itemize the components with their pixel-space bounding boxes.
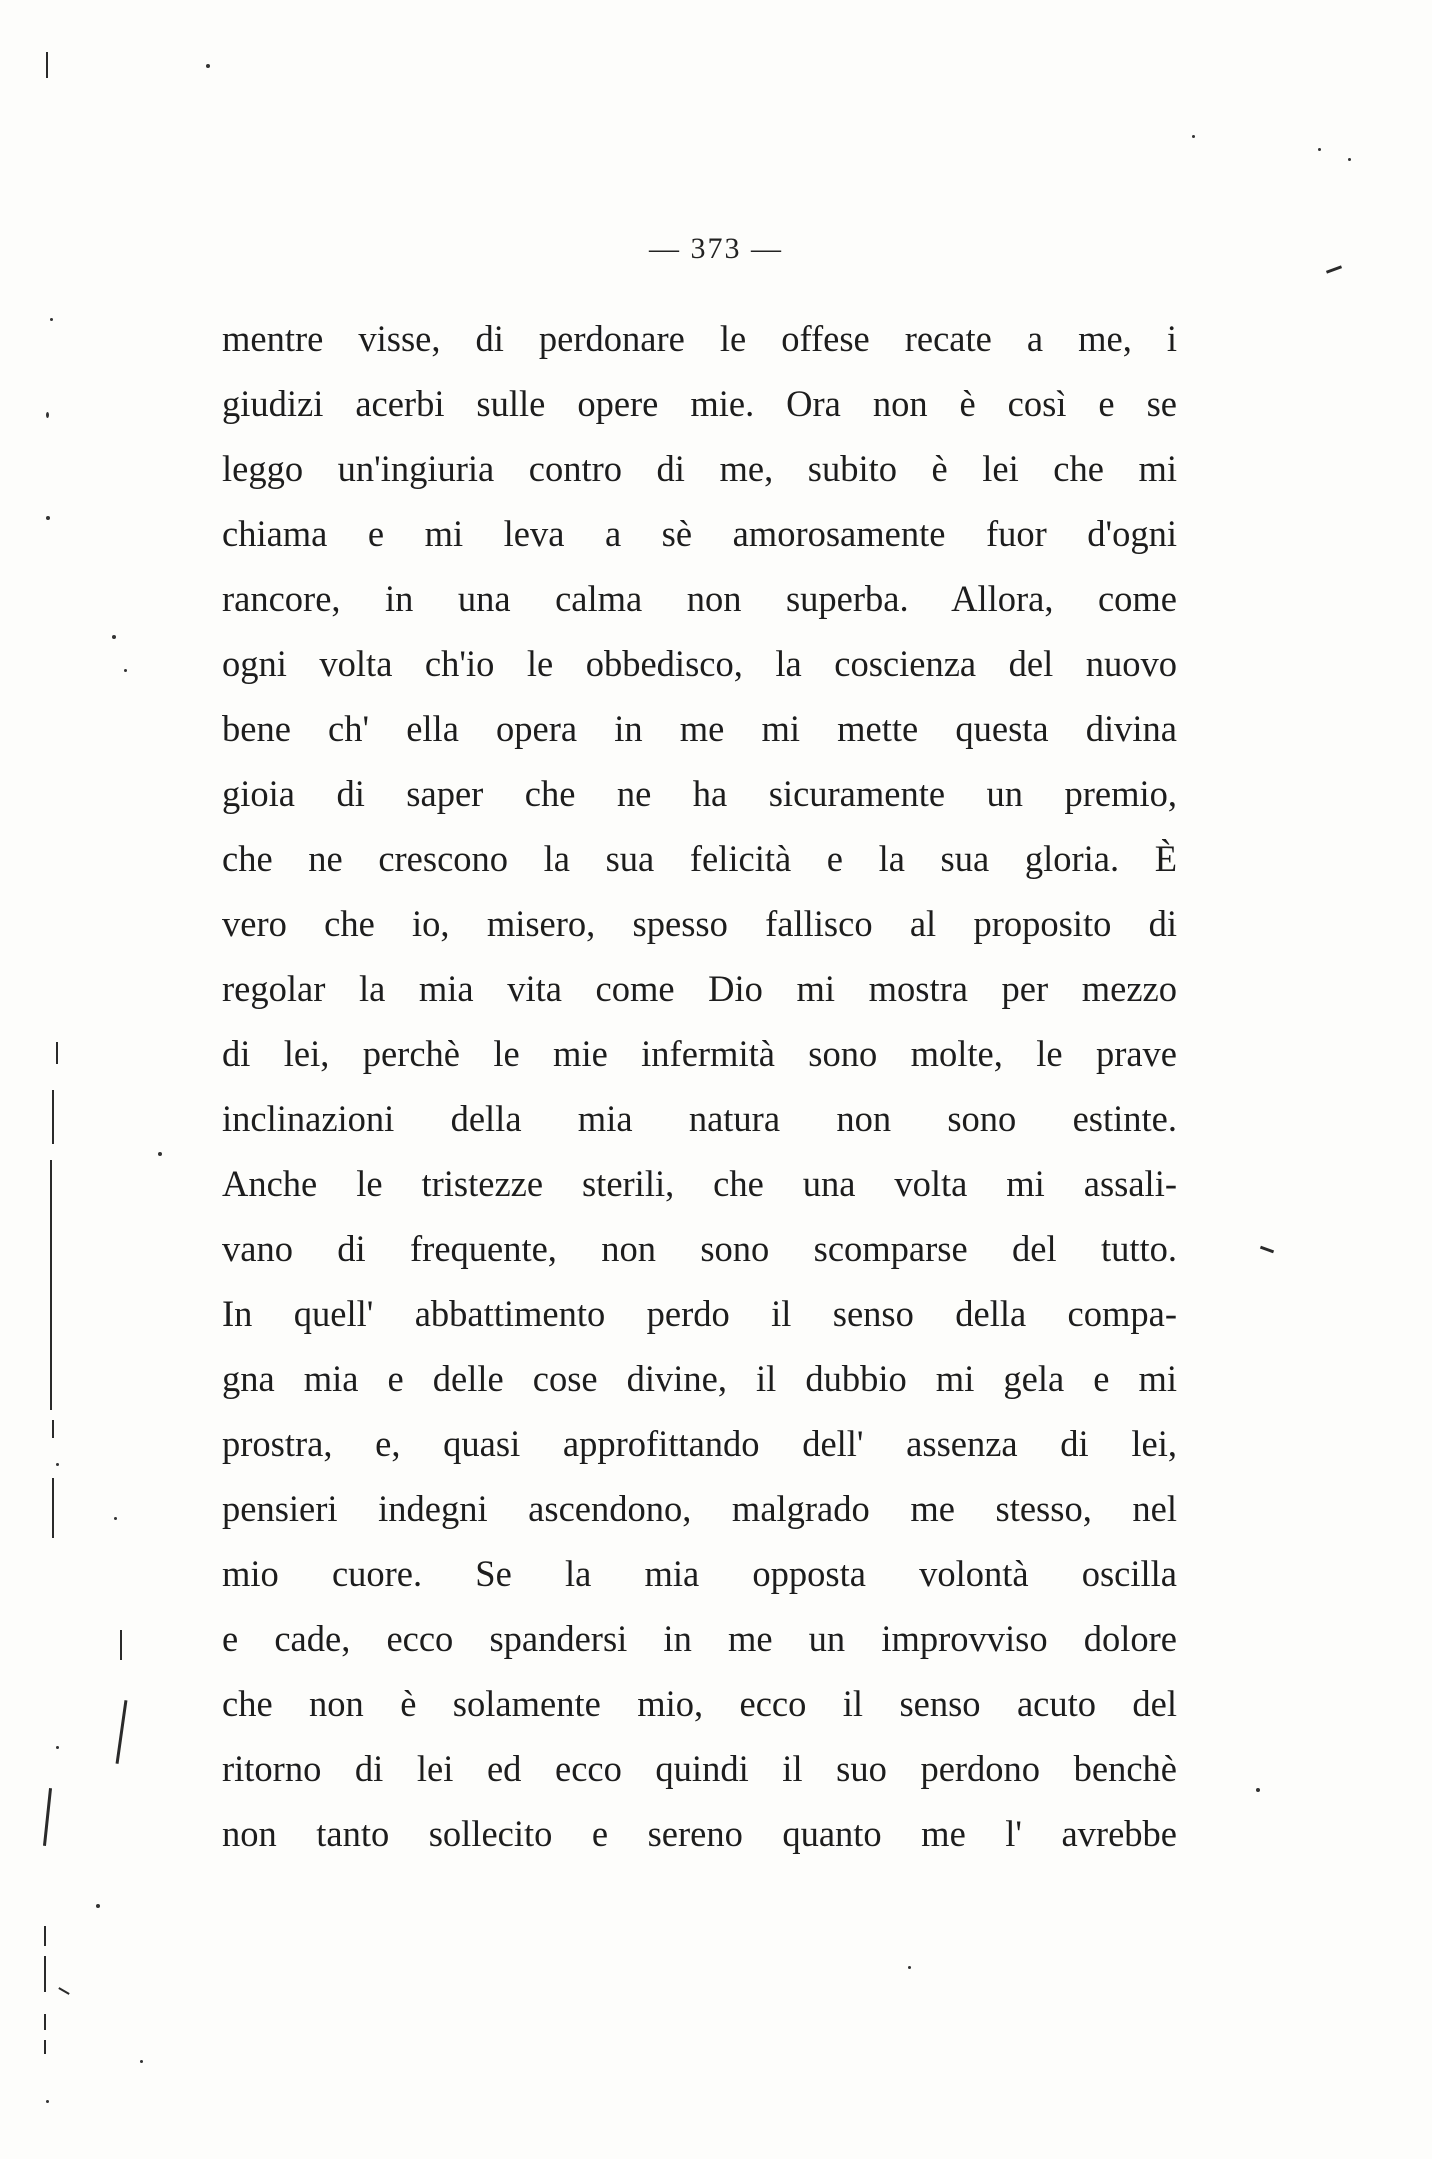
scan-mark (56, 1042, 58, 1064)
scan-mark (58, 1987, 69, 1995)
text-line: chiama e mi leva a sè amorosamente fuor d'ogni (222, 513, 1177, 554)
text-line: gna mia e delle cose divine, il dubbio mi gela e mi (222, 1358, 1177, 1399)
scan-speck (112, 635, 116, 639)
text-line: che non è solamente mio, ecco il senso acuto del (222, 1683, 1177, 1724)
scan-speck (124, 669, 127, 672)
text-line: leggo un'ingiuria contro di me, subito è lei che mi (222, 448, 1177, 489)
scan-speck (46, 2100, 49, 2103)
text-line: Anche le tristezze sterili, che una volta mi assali- (222, 1163, 1177, 1204)
scan-speck (158, 1152, 162, 1156)
scan-mark (116, 1700, 128, 1764)
text-line: non tanto sollecito e sereno quanto me l' avrebbe (222, 1813, 1177, 1854)
text-line: di lei, perchè le mie infermità sono molte, le prave (222, 1033, 1177, 1074)
scan-speck (46, 412, 49, 418)
scan-speck (140, 2060, 143, 2063)
text-line: e cade, ecco spandersi in me un improvviso dolore (222, 1618, 1177, 1659)
scan-mark (120, 1630, 122, 1660)
scan-speck (1348, 158, 1351, 161)
scan-mark (46, 52, 48, 78)
scan-mark (44, 2014, 46, 2030)
scan-mark (50, 1160, 52, 1410)
text-line: che ne crescono la sua felicità e la sua gloria. È (222, 838, 1177, 879)
scan-mark (44, 1926, 46, 1946)
scan-speck (56, 1463, 59, 1466)
scan-mark (1326, 265, 1342, 273)
text-line: vano di frequente, non sono scomparse del tutto. (222, 1228, 1177, 1269)
text-line: gioia di saper che ne ha sicuramente un premio, (222, 773, 1177, 814)
scan-mark (1260, 1246, 1274, 1254)
body-text (222, 306, 1177, 1866)
scan-speck (1318, 148, 1321, 151)
scan-speck (206, 64, 210, 68)
scan-speck (908, 1966, 911, 1969)
text-line: pensieri indegni ascendono, malgrado me stesso, nel (222, 1488, 1177, 1529)
text-line: prostra, e, quasi approfittando dell' assenza di lei, (222, 1423, 1177, 1464)
text-line: ogni volta ch'io le obbedisco, la coscienza del nuovo (222, 643, 1177, 684)
page-number: — 373 — (649, 232, 783, 265)
text-line: In quell' abbattimento perdo il senso della compa- (222, 1293, 1177, 1334)
scan-speck (1192, 135, 1195, 138)
scan-speck (114, 1517, 117, 1520)
text-line: rancore, in una calma non superba. Allora, come (222, 578, 1177, 619)
scan-mark (52, 1090, 54, 1144)
scan-speck (96, 1904, 100, 1908)
scan-mark (44, 2040, 46, 2054)
scan-speck (46, 516, 50, 520)
text-line: mio cuore. Se la mia opposta volontà oscilla (222, 1553, 1177, 1594)
text-line: vero che io, misero, spesso fallisco al proposito di (222, 903, 1177, 944)
scan-mark (52, 1478, 54, 1538)
text-line: mentre visse, di perdonare le offese recate a me, i (222, 318, 1177, 359)
text-line: bene ch' ella opera in me mi mette questa divina (222, 708, 1177, 749)
scan-mark (52, 1420, 54, 1438)
scan-speck (1256, 1788, 1260, 1792)
text-line: ritorno di lei ed ecco quindi il suo perdono benchè (222, 1748, 1177, 1789)
scan-speck (56, 1746, 59, 1749)
scan-speck (50, 318, 53, 321)
text-line: regolar la mia vita come Dio mi mostra per mezzo (222, 968, 1177, 1009)
text-line: inclinazioni della mia natura non sono estinte. (222, 1098, 1177, 1139)
scan-mark (43, 1788, 52, 1846)
scan-mark (44, 1956, 46, 1992)
text-line: giudizi acerbi sulle opere mie. Ora non è così e se (222, 383, 1177, 424)
